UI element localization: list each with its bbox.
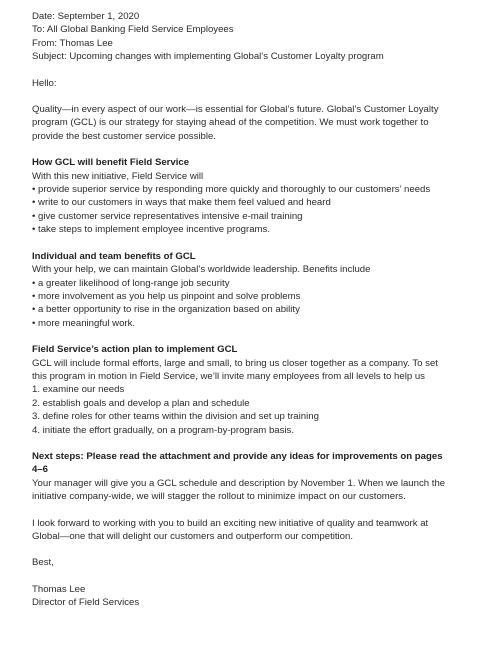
bullet-item: • write to our customers in ways that make them feel valued and heard	[32, 196, 472, 209]
bullet-item: • more meaningful work.	[32, 317, 472, 330]
closing-line: I look forward to working with you to build an exciting new initiative of quality and teamwork at	[32, 517, 429, 529]
section-lead: With this new initiative, Field Service will	[32, 170, 204, 182]
numbered-step: 3. define roles for other teams within the division and set up training	[32, 411, 319, 423]
greeting-text: Hello:	[32, 77, 57, 89]
section-next	[32, 450, 472, 504]
section-benefit	[32, 156, 472, 236]
memo-to: To: All Global Banking Field Service Employees	[32, 24, 234, 36]
section-heading: How GCL will benefit Field Service	[32, 157, 190, 169]
intro-line: Quality—in every aspect of our work—is essential for Global’s future. Global’s Customer Loyalty	[32, 104, 439, 116]
closing-line: Global—one that will delight our customers and outperform our competition.	[32, 531, 354, 542]
intro-line: program (GCL) is our strategy for staying ahead of the competition. We must work together to	[32, 117, 429, 129]
bullet-item: • provide superior service by responding more quickly and thoroughly to our customers’ needs	[32, 183, 472, 196]
signature-name: Thomas Lee	[32, 583, 86, 595]
intro-paragraph	[32, 103, 472, 143]
section-body: Your manager will give you a GCL schedule and description by November 1. When we launch the	[32, 477, 446, 489]
signature-title: Director of Field Services	[32, 597, 140, 609]
numbered-step: 2. establish goals and develop a plan and schedule	[32, 397, 250, 409]
section-heading: Individual and team benefits of GCL	[32, 250, 196, 262]
section-heading: 4–6	[32, 464, 49, 476]
signature-block	[32, 583, 472, 610]
memo-date: Date: September 1, 2020	[32, 11, 140, 22]
section-lead: With your help, we can maintain Global’s worldwide leadership. Benefits include	[32, 264, 371, 276]
bullet-item: • more involvement as you help us pinpoint and solve problems	[32, 290, 472, 303]
bullet-item: • give customer service representatives intensive e-mail training	[32, 210, 472, 223]
numbered-step: 4. initiate the effort gradually, on a program-by-program basis.	[32, 424, 295, 436]
signoff-salutation: Best,	[32, 557, 54, 569]
section-lead: this program in motion in Field Service, we’ll invite many employees from all levels to help us	[32, 370, 425, 382]
closing-paragraph	[32, 517, 472, 544]
section-heading: Next steps: Please read the attachment and provide any ideas for improvements on pages	[32, 450, 443, 462]
section-body: initiative company-wide, we will stagger the rollout to minimize impact on our customers.	[32, 491, 406, 503]
bullet-item: • take steps to implement employee incentive programs.	[32, 223, 472, 236]
section-heading: Field Service’s action plan to implement GCL	[32, 344, 238, 356]
section-lead: GCL will include formal efforts, large and small, to bring us closer together as a company. To set	[32, 357, 438, 369]
memo-document	[32, 10, 472, 623]
greeting	[32, 77, 472, 90]
memo-from: From: Thomas Lee	[32, 37, 113, 49]
intro-line: provide the best customer service possible.	[32, 130, 216, 142]
memo-subject: Subject: Upcoming changes with implementing Global’s Customer Loyalty program	[32, 51, 384, 63]
memo-header	[32, 10, 472, 64]
numbered-step: 1. examine our needs	[32, 384, 125, 396]
section-individual	[32, 250, 472, 330]
bullet-item: • a greater likelihood of long-range job security	[32, 277, 472, 290]
bullet-item: • a better opportunity to rise in the organization based on ability	[32, 303, 472, 316]
section-action	[32, 343, 472, 437]
signoff-salutation-block	[32, 556, 472, 569]
